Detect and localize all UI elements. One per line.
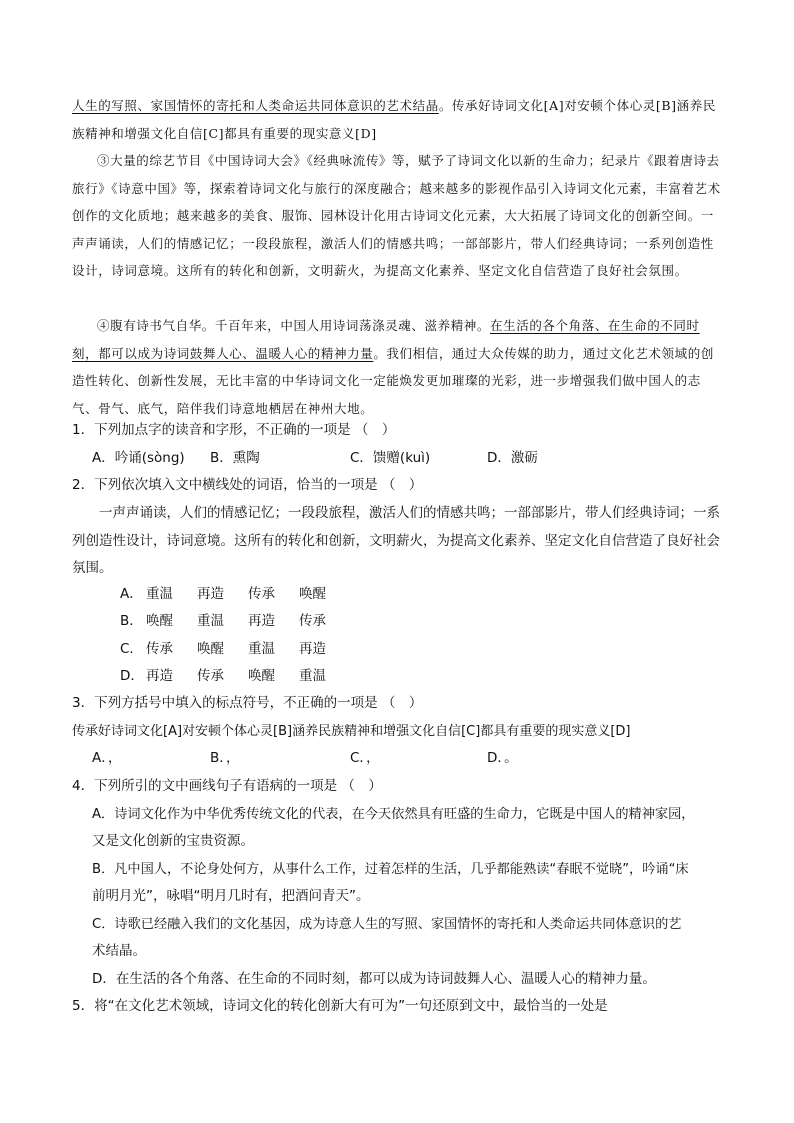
option-word: 唤醒	[197, 641, 224, 657]
question-3-option-b[interactable]: B．，	[210, 750, 240, 766]
question-2-option-a[interactable]	[120, 581, 350, 609]
question-3-option-d[interactable]: D．。	[487, 750, 518, 766]
question-1-option-d[interactable]: D．激砺	[487, 450, 538, 466]
question-2-option-b[interactable]	[120, 608, 350, 636]
question-1-option-a[interactable]: A．吟诵(sòng)	[92, 450, 185, 466]
option-word: 传承	[248, 586, 275, 602]
question-3-text: 传承好诗词文化[A]对安顿个体心灵[B]涵养民族精神和增强文化自信[C]都具有重要的现实意义[D]	[72, 724, 631, 739]
underlined-sentence: 在生活的各个角落、在生命的不同时刻，都可以成为诗词鼓舞人心、温暖人心的精神力量	[72, 318, 700, 361]
option-word: 重温	[299, 668, 326, 684]
passage-paragraph-2-tail	[72, 92, 724, 147]
question-5-stem: 5．将“在文化艺术领域，诗词文化的转化创新大有可为”一句还原到文中，最恰当的一处是	[72, 998, 608, 1014]
passage-text: 。传承好诗词文化[A]对安顿个体心灵[B]涵养民族精神和增强文化自信[C]都具有重要的现实意义[D]	[72, 98, 716, 141]
option-label: D．	[120, 668, 144, 684]
question-1-stem: 1．下列加点字的读音和字形，不正确的一项是 （ ）	[72, 422, 396, 438]
question-2-stem: 2．下列依次填入文中横线处的词语，恰当的一项是 （ ）	[72, 477, 423, 493]
passage-text: 。我们相信，通过大众传媒的助力，通过文化艺术领域的创造性转化、创新性发展，无比丰富的中华诗词文化一定能焕发更加璀璨的光彩，进一步增强我们做中国人的志气、骨气、底气，陪伴我们诗意地栖居在神州大地。	[72, 345, 714, 416]
passage-text: ④腹有诗书气自华。千百年来，中国人用诗词荡涤灵魂、滋养精神。	[97, 318, 491, 333]
question-2-text: 一声声诵读，人们的情感记忆；一段段旅程，激活人们的情感共鸣；一部部影片，带人们经典诗词；一系列创造性设计，诗词意境。这所有的转化和创新，文明薪火，为提高文化素养、坚定文化自信营造了良好社会氛围。	[72, 505, 720, 576]
option-word: 传承	[146, 641, 173, 657]
question-4-option-c[interactable]: C．诗歌已经融入我们的文化基因，成为诗意人生的写照、家国情怀的寄托和人类命运共同体意识的艺	[92, 917, 682, 932]
option-word: 再造	[197, 586, 224, 602]
option-label: B．	[120, 613, 143, 629]
question-4-option-a[interactable]: A．诗词文化作为中华优秀传统文化的代表，在今天依然具有旺盛的生命力，它既是中国人的精神家园，	[92, 807, 695, 822]
question-1-option-b[interactable]: B．熏陶	[210, 450, 260, 466]
question-4-option-c-cont: 术结晶。	[92, 943, 146, 959]
question-3-stem: 3．下列方括号中填入的标点符号，不正确的一项是 （ ）	[72, 695, 423, 711]
question-3-option-c[interactable]: C．，	[350, 750, 380, 766]
question-2-option-c[interactable]	[120, 636, 350, 664]
option-word: 再造	[248, 613, 275, 629]
option-word: 再造	[146, 668, 173, 684]
option-word: 唤醒	[146, 613, 173, 629]
passage-text: ③大量的综艺节目《中国诗词大会》《经典咏流传》等，赋予了诗词文化以新的生命力；纪录片《跟着唐诗去旅行》《诗意中国》等，探索着诗词文化与旅行的深度融合；越来越多的影视作品引入诗词文化元素，丰富着艺术创作的文化质地；越来越多的美食、服饰、园林设计化用古诗词文化元素，大大拓展了诗词文化的创新空间。一声声诵读，人们的情感记忆；一段段旅程，激活人们的情感共鸣；一部部影片，带人们经典诗词；一系列创造性设计，诗词意境。这所有的转化和创新，文明薪火，为提高文化素养、坚定文化自信营造了良好社会氛围。	[72, 153, 721, 278]
option-word: 唤醒	[248, 668, 275, 684]
option-word: 重温	[146, 586, 173, 602]
option-label: A．	[120, 586, 143, 602]
question-4-option-d[interactable]: D．在生活的各个角落、在生命的不同时刻，都可以成为诗词鼓舞人心、温暖人心的精神力量。	[92, 971, 656, 987]
question-2-option-d[interactable]	[120, 663, 350, 691]
question-1-option-c[interactable]: C．馈赠(kuì)	[350, 450, 431, 466]
question-3-option-a[interactable]: A．，	[92, 750, 122, 766]
question-4-stem: 4．下列所引的文中画线句子有语病的一项是 （ ）	[72, 778, 382, 794]
option-label: C．	[120, 641, 143, 657]
passage-paragraph-3	[72, 147, 724, 285]
question-4-option-b-cont: 前明月光”，咏唱“明月几时有，把酒问青天”。	[92, 888, 370, 904]
option-word: 再造	[299, 641, 326, 657]
option-word: 传承	[299, 613, 326, 629]
option-word: 传承	[197, 668, 224, 684]
question-4-option-b[interactable]: B．凡中国人，不论身处何方，从事什么工作，过着怎样的生活，几乎都能熟读“春眠不觉晓”，吟诵“床	[92, 862, 689, 877]
option-word: 重温	[248, 641, 275, 657]
passage-paragraph-4	[72, 312, 724, 422]
option-word: 唤醒	[299, 586, 326, 602]
option-word: 重温	[197, 613, 224, 629]
question-4-option-a-cont: 又是文化创新的宝贵资源。	[92, 833, 254, 849]
underlined-sentence: 人生的写照、家国情怀的寄托和人类命运共同体意识的艺术结晶	[72, 98, 439, 113]
